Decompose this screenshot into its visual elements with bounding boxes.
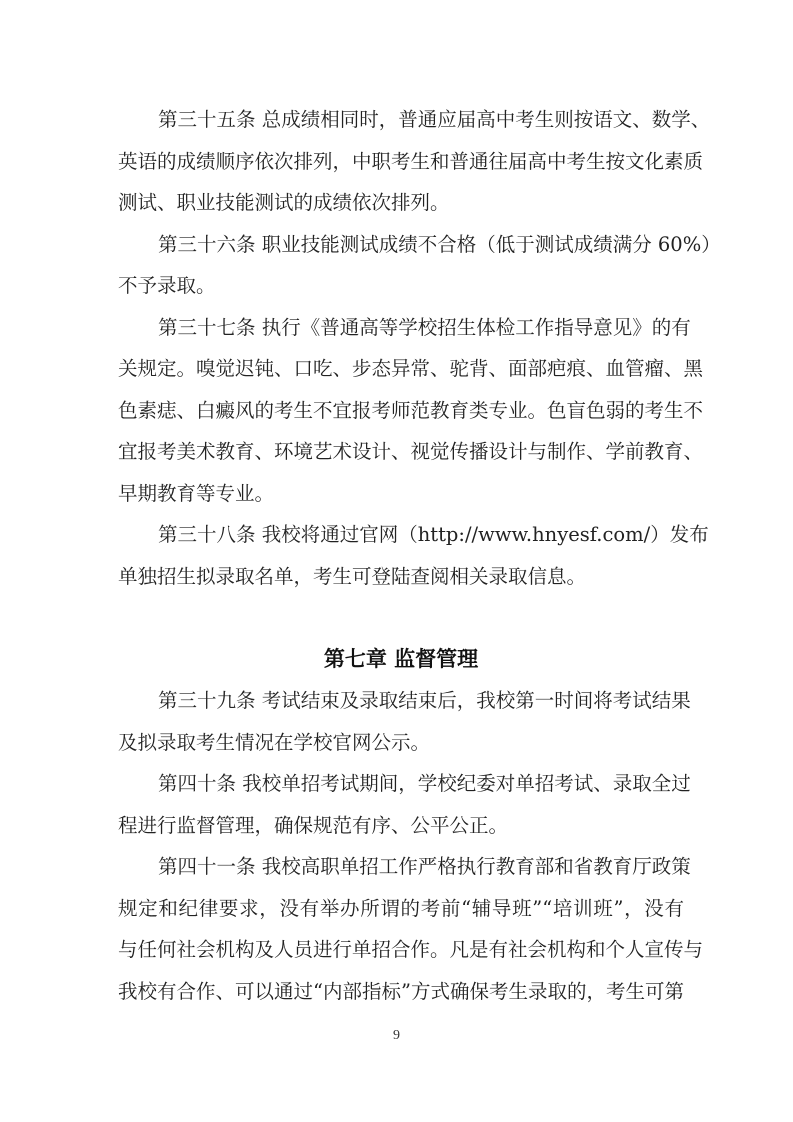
paragraph-line: 第四十条 我校单招考试期间，学校纪委对单招考试、录取全过 bbox=[158, 772, 691, 795]
paragraph bbox=[118, 846, 704, 1012]
section-before bbox=[118, 99, 721, 597]
section-after bbox=[118, 680, 704, 1012]
paragraph-line: 第三十七条 执行《普通高等学校招生体检工作指导意见》的有 bbox=[158, 315, 691, 339]
page-number: 9 bbox=[393, 1028, 400, 1043]
paragraph bbox=[118, 680, 691, 763]
paragraph-line: 第四十一条 我校高职单招工作严格执行教育部和省教育厅政策 bbox=[158, 855, 691, 878]
paragraph bbox=[118, 514, 709, 597]
paragraph bbox=[118, 763, 691, 846]
paragraph-line: 不予录取。 bbox=[118, 274, 216, 297]
paragraph-line: 规定和纪律要求，没有举办所谓的考前“辅导班”“培训班”，没有 bbox=[118, 896, 684, 920]
paragraph-line: 我校有合作、可以通过“内部指标”方式确保考生录取的，考生可第 bbox=[118, 979, 684, 1003]
paragraph-line: 第三十五条 总成绩相同时，普通应届高中考生则按语文、数学、 bbox=[158, 108, 711, 131]
paragraph-line: 第三十八条 我校将通过官网（http://www.hnyesf.com/）发布 bbox=[158, 523, 709, 546]
paragraph-line: 宜报考美术教育、环境艺术设计、视觉传播设计与制作、学前教育、 bbox=[118, 440, 704, 463]
paragraph-line: 英语的成绩顺序依次排列，中职考生和普通往届高中考生按文化素质 bbox=[118, 149, 704, 173]
paragraph bbox=[118, 224, 721, 307]
paragraph-line: 单独招生拟录取名单，考生可登陆查阅相关录取信息。 bbox=[118, 564, 587, 588]
paragraph-line: 第三十九条 考试结束及录取结束后，我校第一时间将考试结果 bbox=[158, 689, 691, 712]
paragraph bbox=[118, 307, 704, 515]
paragraph bbox=[118, 99, 711, 224]
spacer bbox=[118, 597, 684, 639]
paragraph-line: 程进行监督管理，确保规范有序、公平公正。 bbox=[118, 813, 509, 837]
paragraph-line: 与任何社会机构及人员进行单招合作。凡是有社会机构和个人宣传与 bbox=[118, 938, 704, 961]
paragraph-line: 早期教育等专业。 bbox=[118, 481, 275, 505]
chapter-heading: 第七章 监督管理 bbox=[323, 646, 479, 671]
paragraph-line: 关规定。嗅觉迟钝、口吃、步态异常、驼背、面部疤痕、血管瘤、黑 bbox=[118, 357, 704, 380]
paragraph-line: 及拟录取考生情况在学校官网公示。 bbox=[118, 730, 431, 754]
paragraph-line: 色素痣、白癜风的考生不宜报考师范教育类专业。色盲色弱的考生不 bbox=[118, 398, 704, 422]
document-body bbox=[118, 99, 721, 1012]
paragraph-line: 第三十六条 职业技能测试成绩不合格（低于测试成绩满分 60%） bbox=[158, 232, 721, 256]
paragraph-line: 测试、职业技能测试的成绩依次排列。 bbox=[118, 191, 450, 214]
